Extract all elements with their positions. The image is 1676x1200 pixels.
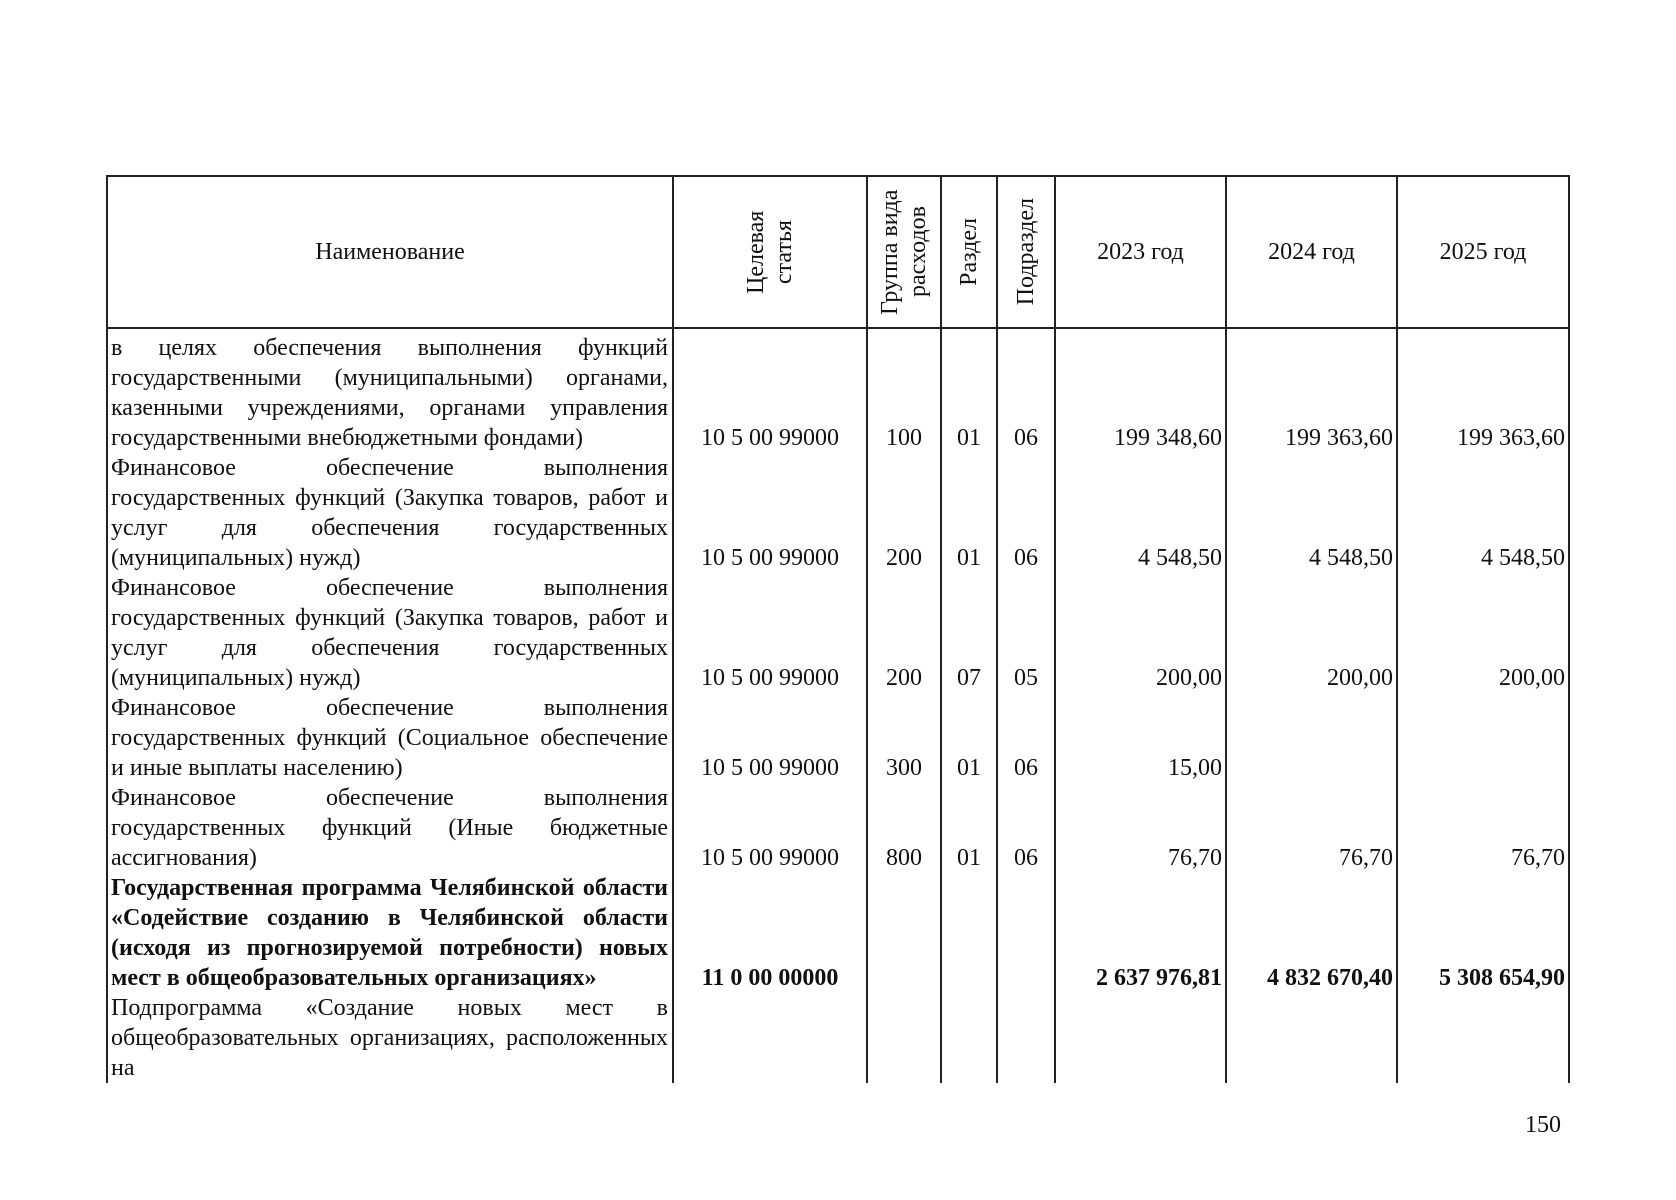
row-amount-2024: 76,70 [1226,783,1397,873]
row-subsection [997,993,1055,1083]
row-expense-group: 200 [867,573,941,693]
budget-table [106,175,1570,1083]
row-subsection: 06 [997,783,1055,873]
table-row [107,993,1569,1083]
row-amount-2023: 199 348,60 [1055,333,1226,453]
row-amount-2025: 199 363,60 [1397,333,1569,453]
header-year-2025: 2025 год [1397,177,1569,328]
row-target-article: 11 0 00 00000 [673,873,867,993]
header-target-article: Целевая статья [673,177,867,328]
header-subsection: Подраздел [997,177,1055,328]
row-expense-group: 800 [867,783,941,873]
header-section: Раздел [941,177,997,328]
row-section: 01 [941,693,997,783]
row-amount-2024: 4 548,50 [1226,453,1397,573]
row-amount-2024: 200,00 [1226,573,1397,693]
row-name: Финансовое обеспечение выполнения государственных функций (Закупка товаров, работ и услуг для обеспечения государственных (муниципальных) нужд) [107,453,673,573]
header-expense-group: Группа вида расходов [867,177,941,328]
row-subsection: 05 [997,573,1055,693]
row-amount-2023: 200,00 [1055,573,1226,693]
row-amount-2024: 4 832 670,40 [1226,873,1397,993]
row-section: 07 [941,573,997,693]
row-target-article [673,993,867,1083]
row-target-article: 10 5 00 99000 [673,333,867,453]
row-expense-group [867,873,941,993]
header-year-2024: 2024 год [1226,177,1397,328]
row-subsection: 06 [997,693,1055,783]
row-name: Финансовое обеспечение выполнения государственных функций (Закупка товаров, работ и услуг для обеспечения государственных (муниципальных) нужд) [107,573,673,693]
row-subsection: 06 [997,453,1055,573]
table-row [107,783,1569,873]
row-amount-2024: 199 363,60 [1226,333,1397,453]
row-amount-2023 [1055,993,1226,1083]
row-target-article: 10 5 00 99000 [673,453,867,573]
row-amount-2023: 15,00 [1055,693,1226,783]
row-amount-2025: 4 548,50 [1397,453,1569,573]
row-amount-2025: 76,70 [1397,783,1569,873]
row-name: Подпрограмма «Создание новых мест в общеобразовательных организациях, расположенных на [107,993,673,1083]
row-section: 01 [941,333,997,453]
row-amount-2025 [1397,993,1569,1083]
row-amount-2023: 76,70 [1055,783,1226,873]
row-section [941,993,997,1083]
row-expense-group: 100 [867,333,941,453]
row-subsection [997,873,1055,993]
row-section [941,873,997,993]
header-year-2023: 2023 год [1055,177,1226,328]
table-row [107,693,1569,783]
row-expense-group: 300 [867,693,941,783]
row-name: Финансовое обеспечение выполнения государственных функций (Социальное обеспечение и иные выплаты населению) [107,693,673,783]
row-target-article: 10 5 00 99000 [673,783,867,873]
row-target-article: 10 5 00 99000 [673,693,867,783]
row-target-article: 10 5 00 99000 [673,573,867,693]
row-amount-2024 [1226,693,1397,783]
row-amount-2024 [1226,993,1397,1083]
table-row [107,573,1569,693]
row-amount-2025: 200,00 [1397,573,1569,693]
row-subsection: 06 [997,333,1055,453]
row-section: 01 [941,453,997,573]
table-row-program [107,873,1569,993]
header-name: Наименование [107,177,673,328]
row-name: Финансовое обеспечение выполнения государственных функций (Иные бюджетные ассигнования) [107,783,673,873]
row-amount-2023: 2 637 976,81 [1055,873,1226,993]
table-header-row [107,177,1569,328]
row-amount-2025: 5 308 654,90 [1397,873,1569,993]
row-section: 01 [941,783,997,873]
page-number: 150 [1525,1112,1561,1138]
row-amount-2023: 4 548,50 [1055,453,1226,573]
row-expense-group [867,993,941,1083]
table-row [107,453,1569,573]
table-row [107,333,1569,453]
row-name: в целях обеспечения выполнения функций государственными (муниципальными) органами, казенными учреждениями, органами управления государственными внебюджетными фондами) [107,333,673,453]
row-expense-group: 200 [867,453,941,573]
row-amount-2025 [1397,693,1569,783]
row-name: Государственная программа Челябинской области «Содействие созданию в Челябинской области (исходя из прогнозируемой потребности) новых мест в общеобразовательных организациях» [107,873,673,993]
